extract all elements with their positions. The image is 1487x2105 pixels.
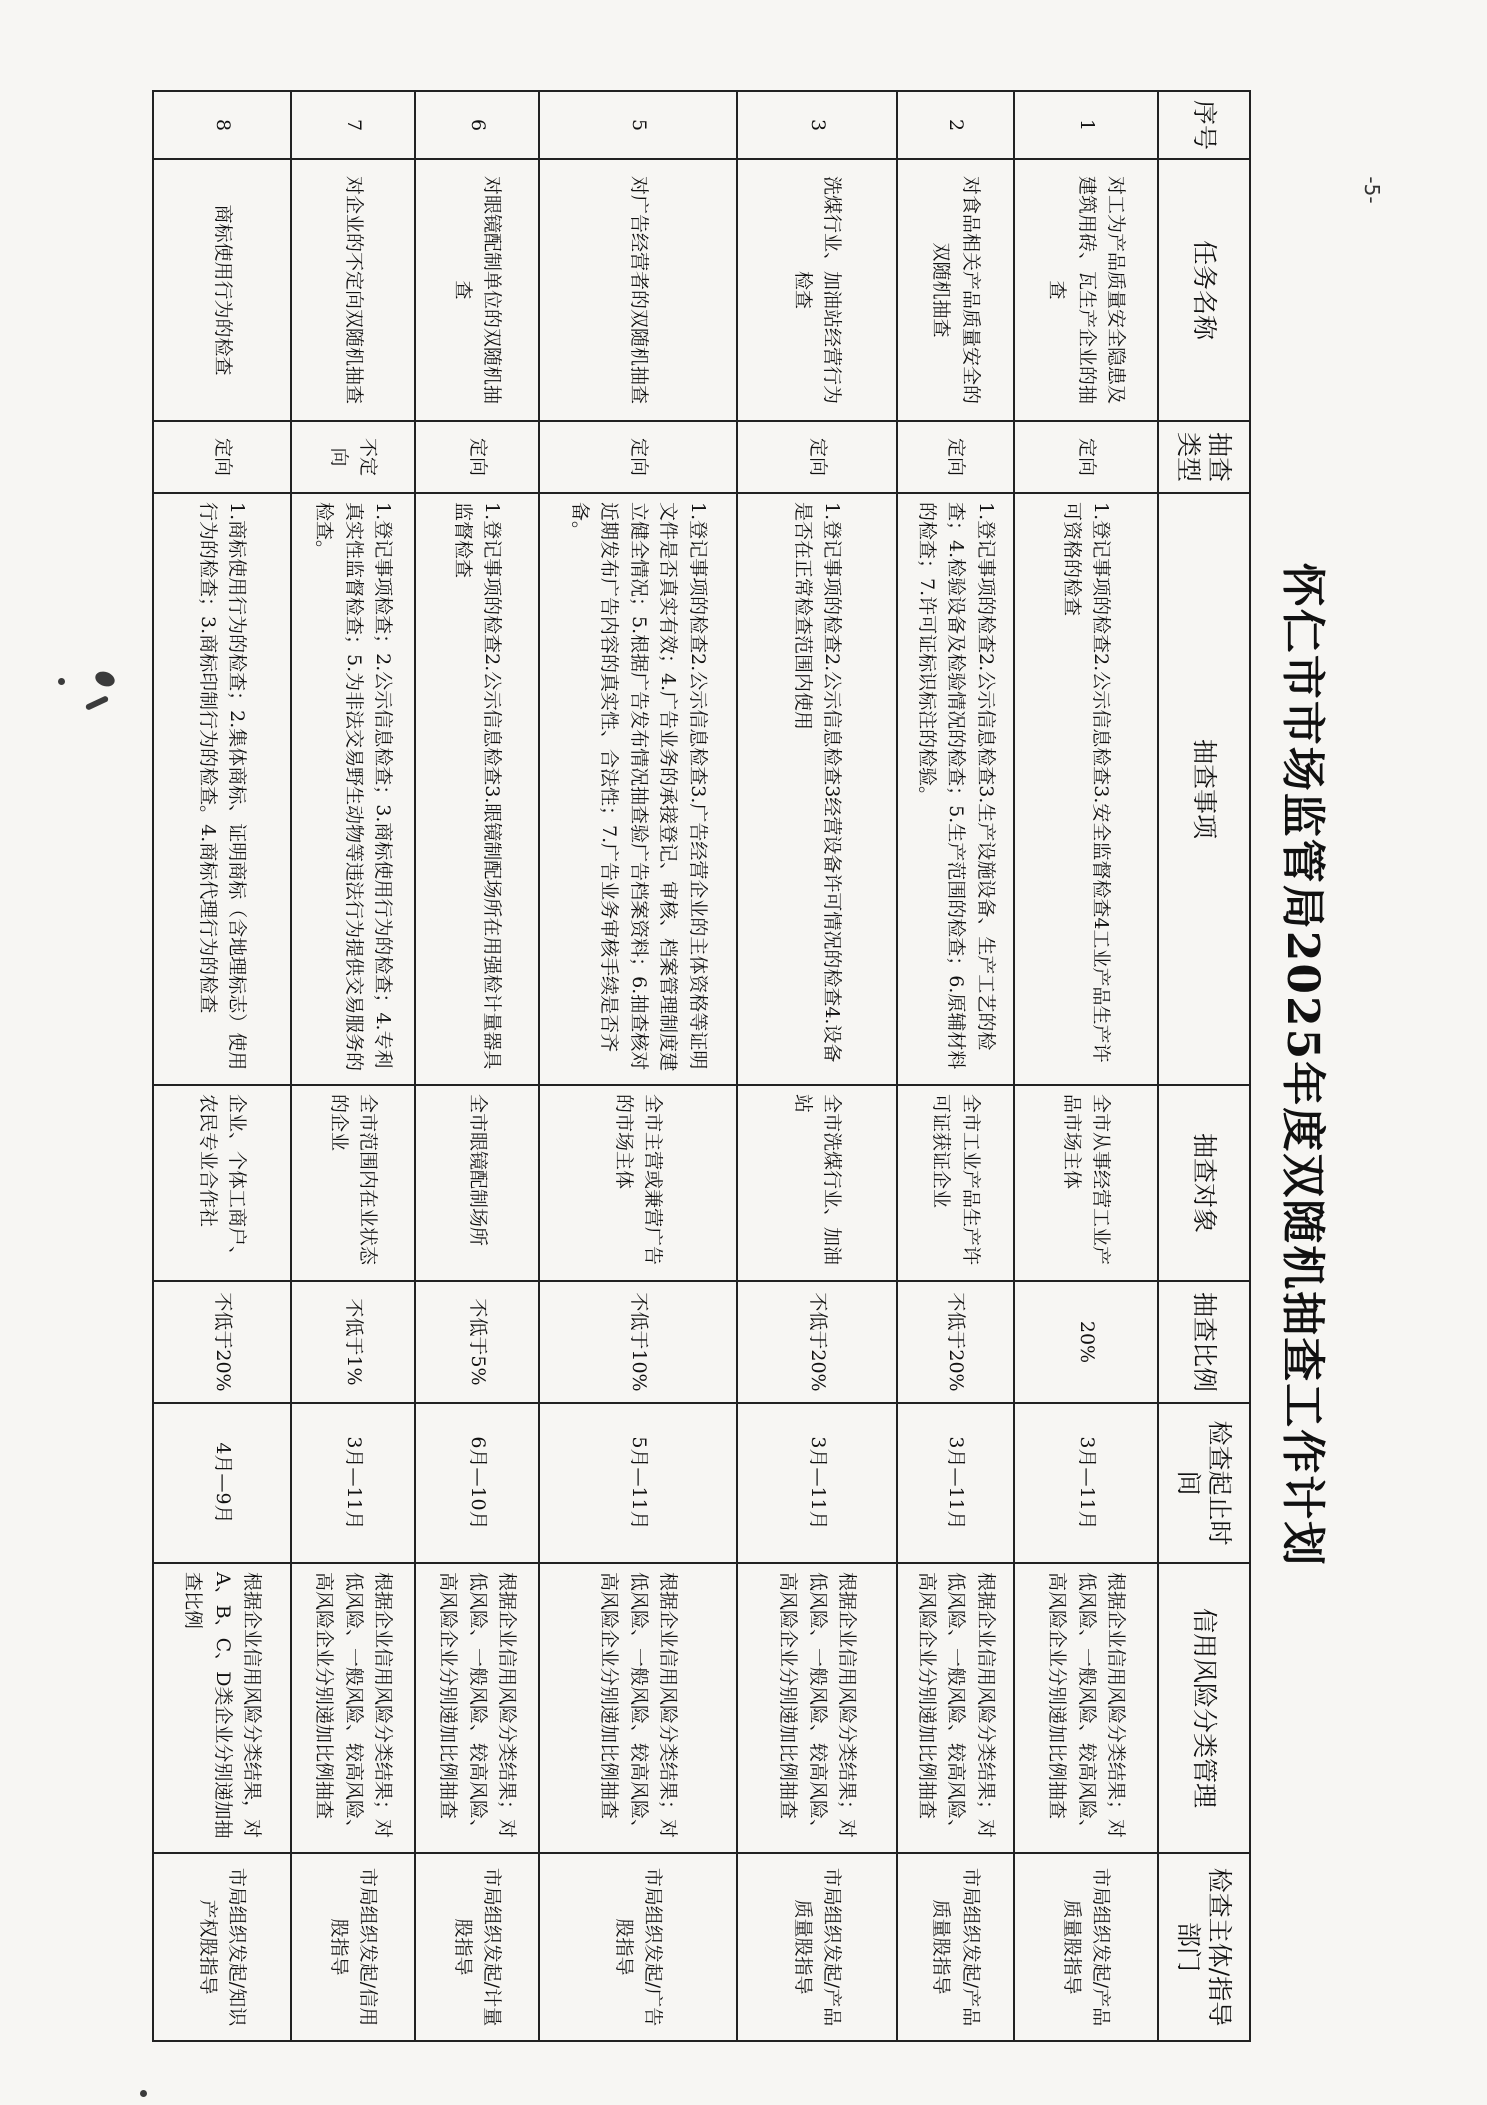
- cell-dept: 市局组织发起/计量股指导: [415, 1853, 539, 2041]
- cell-risk: 根据企业信用风险分类结果，对A、B、C、D类企业分别递加抽查比例: [153, 1563, 291, 1853]
- table-row: [153, 91, 291, 2041]
- cell-target: 企业、个体工商户、农民专业合作社: [153, 1085, 291, 1281]
- cell-ratio: 不低于1%: [291, 1281, 415, 1403]
- cell-dept: 市局组织发起/信用股指导: [291, 1853, 415, 2041]
- header-ratio: 抽查比例: [1158, 1281, 1250, 1403]
- document-title: 怀仁市市场监管局2025年度双随机抽查工作计划: [1277, 562, 1328, 1568]
- table-row: [415, 91, 539, 2041]
- table-row: [737, 91, 897, 2041]
- table-row: [539, 91, 737, 2041]
- cell-period: 6月—10月: [415, 1403, 539, 1563]
- cell-target: 全市从事经营工业产品市场主体: [1014, 1085, 1158, 1281]
- table-row: [291, 91, 415, 2041]
- cell-ratio: 不低于5%: [415, 1281, 539, 1403]
- cell-task: 对工为产品质量安全隐患及建筑用砖、瓦生产企业的抽查: [1014, 159, 1158, 421]
- cell-period: 4月—9月: [153, 1403, 291, 1563]
- inspection-plan-table: [152, 90, 1251, 2042]
- cell-type: 不定向: [291, 421, 415, 493]
- cell-task: 对广告经营者的双随机抽查: [539, 159, 737, 421]
- page-number: -5-: [1360, 176, 1384, 204]
- cell-risk: 根据企业信用风险分类结果；对低风险、一般风险、较高风险、高风险企业分别递加比例抽查: [737, 1563, 897, 1853]
- cell-task: 商标使用行为的检查: [153, 159, 291, 421]
- cell-items: 1.登记事项检查；2.公示信息检查；3.商标使用行为的检查；4.专利真实性监督检查；5.为非法交易野生动物等违法行为提供交易服务的检查。: [291, 493, 415, 1085]
- cell-no: 7: [291, 91, 415, 159]
- cell-target: 全市工业产品生产许可证获证企业: [897, 1085, 1014, 1281]
- cell-target: 全市洗煤行业、加油站: [737, 1085, 897, 1281]
- cell-ratio: 不低于20%: [737, 1281, 897, 1403]
- table-row: [897, 91, 1014, 2041]
- cell-period: 3月—11月: [291, 1403, 415, 1563]
- cell-risk: 根据企业信用风险分类结果；对低风险、一般风险、较高风险、高风险企业分别递加比例抽查: [897, 1563, 1014, 1853]
- cell-period: 5月—11月: [539, 1403, 737, 1563]
- cell-period: 3月—11月: [737, 1403, 897, 1563]
- cell-ratio: 20%: [1014, 1281, 1158, 1403]
- cell-risk: 根据企业信用风险分类结果；对低风险、一般风险、较高风险、高风险企业分别递加比例抽查: [1014, 1563, 1158, 1853]
- header-task: 任务名称: [1158, 159, 1250, 421]
- cell-no: 8: [153, 91, 291, 159]
- cell-items: 1.登记事项的检查2.公示信息检查3.生产设施设备、生产工艺的检查；4.检验设备及检验情况的检查；5.生产范围的检查；6.原辅材料的检查；7.许可证标识标注的检验。: [897, 493, 1014, 1085]
- cell-task: 对眼镜配制单位的双随机抽查: [415, 159, 539, 421]
- table-row: [1014, 91, 1158, 2041]
- cell-items: 1.商标使用行为的检查；2.集体商标、证明商标（含地理标志）使用行为的检查；3.商标印制行为的检查。4.商标代理行为的检查: [153, 493, 291, 1085]
- cell-risk: 根据企业信用风险分类结果；对低风险、一般风险、较高风险、高风险企业分别递加比例抽查: [539, 1563, 737, 1853]
- cell-no: 2: [897, 91, 1014, 159]
- table-header-row: [1158, 91, 1250, 2041]
- cell-ratio: 不低于10%: [539, 1281, 737, 1403]
- cell-type: 定向: [1014, 421, 1158, 493]
- cell-type: 定向: [737, 421, 897, 493]
- cell-type: 定向: [539, 421, 737, 493]
- cell-period: 3月—11月: [897, 1403, 1014, 1563]
- cell-risk: 根据企业信用风险分类结果；对低风险、一般风险、较高风险、高风险企业分别递加比例抽查: [415, 1563, 539, 1853]
- cell-task: 洗煤行业、加油站经营行为检查: [737, 159, 897, 421]
- cell-risk: 根据企业信用风险分类结果；对低风险、一般风险、较高风险、高风险企业分别递加比例抽查: [291, 1563, 415, 1853]
- cell-items: 1.登记事项的检查2.公示信息检查3.广告经营企业的主体资格等证明文件是否真实有效；4.广告业务的承接登记、审核、档案管理制度建立健全情况；5.根据广告发布情况抽查验广告档案资料；6.抽查核对近期发布广告内容的真实性、合法性；7.广告业务审核手续是否齐备。: [539, 493, 737, 1085]
- cell-type: 定向: [153, 421, 291, 493]
- cell-items: 1.登记事项的检查2.公示信息检查3.安全监督检查4工业产品生产许可资格的检查: [1014, 493, 1158, 1085]
- cell-items: 1.登记事项的检查2.公示信息检查3经营设备许可情况的检查4.设备是否在正常检查范围内使用: [737, 493, 897, 1085]
- cell-ratio: 不低于20%: [153, 1281, 291, 1403]
- cell-dept: 市局组织发起/广告股指导: [539, 1853, 737, 2041]
- cell-task: 对食品相关产品质量安全的双随机抽查: [897, 159, 1014, 421]
- cell-no: 5: [539, 91, 737, 159]
- cell-type: 定向: [415, 421, 539, 493]
- header-no: 序号: [1158, 91, 1250, 159]
- header-dept: 检查主体/指导部门: [1158, 1853, 1250, 2041]
- cell-dept: 市局组织发起/知识产权股指导: [153, 1853, 291, 2041]
- cell-dept: 市局组织发起/产品质量股指导: [737, 1853, 897, 2041]
- cell-dept: 市局组织发起/产品质量股指导: [1014, 1853, 1158, 2041]
- cell-dept: 市局组织发起/产品质量股指导: [897, 1853, 1014, 2041]
- cell-period: 3月—11月: [1014, 1403, 1158, 1563]
- cell-task: 对企业的不定向双随机抽查: [291, 159, 415, 421]
- cell-target: 全市范围内在业状态的企业: [291, 1085, 415, 1281]
- cell-no: 3: [737, 91, 897, 159]
- cell-type: 定向: [897, 421, 1014, 493]
- header-period: 检查起止时间: [1158, 1403, 1250, 1563]
- document-content: [141, 90, 1341, 2040]
- header-risk: 信用风险分类管理: [1158, 1563, 1250, 1853]
- header-target: 抽查对象: [1158, 1085, 1250, 1281]
- header-items: 抽查事项: [1158, 493, 1250, 1085]
- cell-no: 1: [1014, 91, 1158, 159]
- cell-ratio: 不低于20%: [897, 1281, 1014, 1403]
- cell-items: 1.登记事项的检查2.公示信息检查3.眼镜制配场所在用强检计量器具监督检查: [415, 493, 539, 1085]
- cell-target: 全市主营或兼营广告的市场主体: [539, 1085, 737, 1281]
- header-type: 抽查类型: [1158, 421, 1250, 493]
- cell-target: 全市眼镜配制场所: [415, 1085, 539, 1281]
- cell-no: 6: [415, 91, 539, 159]
